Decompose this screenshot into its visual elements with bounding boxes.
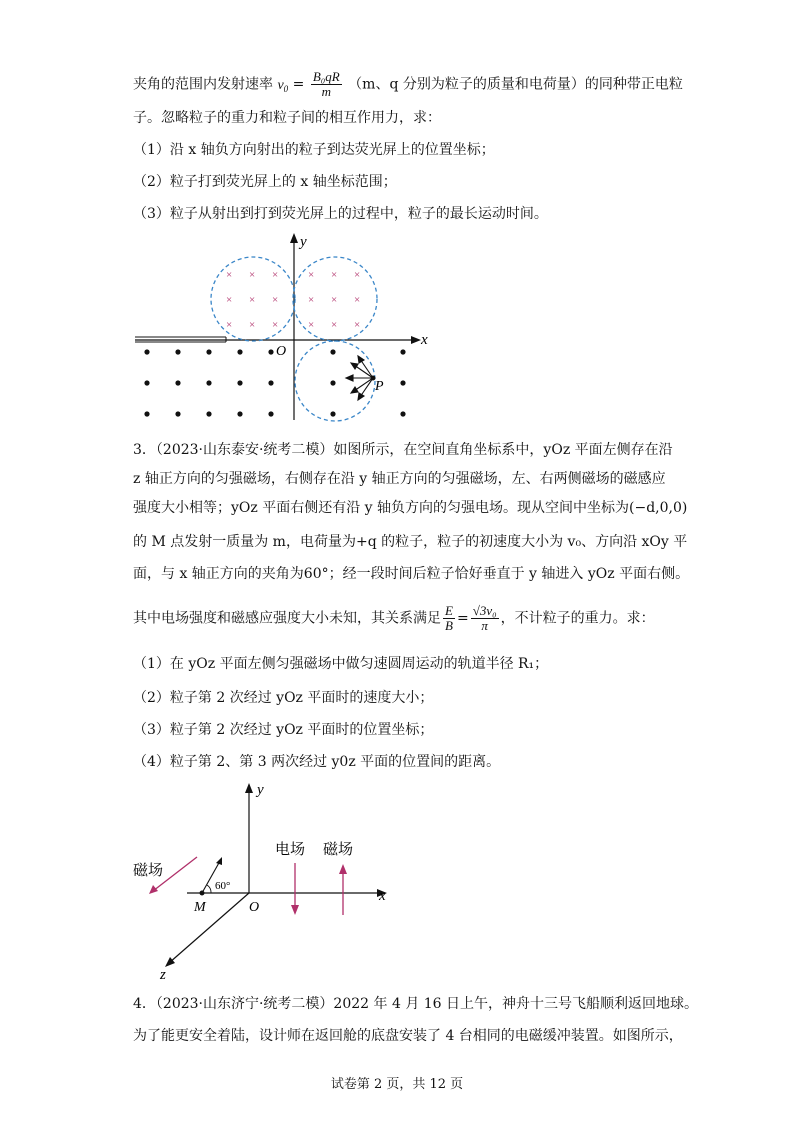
problem3-line5: 面，与 x 轴正方向的夹角为60°；经一段时间后粒子恰好垂直于 y 轴进入 yOz 平面右侧。 <box>133 566 690 582</box>
equals-sign: = <box>288 76 309 93</box>
problem2-question-2: （2）粒子打到荧光屏上的 x 轴坐标范围； <box>133 174 397 190</box>
field-dot-mark <box>206 380 211 385</box>
left-field-label: 磁场 <box>133 863 164 879</box>
field-dot-mark <box>268 380 273 385</box>
angle-label: 60° <box>215 880 231 892</box>
field-cross-mark: × <box>308 294 315 306</box>
field-cross-mark: × <box>249 319 256 331</box>
origin-label: O <box>276 344 287 359</box>
y-axis-arrow <box>245 783 253 793</box>
field-cross-mark: × <box>226 269 233 281</box>
field-dot-mark <box>400 349 405 354</box>
text-segment: 夹角的范围内发射速率 <box>133 76 273 93</box>
field-cross-mark: × <box>272 294 279 306</box>
field-cross-mark: × <box>226 319 233 331</box>
field-dot-mark <box>330 380 335 385</box>
field-cross-mark: × <box>331 269 338 281</box>
electric-field-arrow-head <box>291 905 299 915</box>
y-axis-label: y <box>257 782 264 798</box>
field-dot-mark <box>144 349 149 354</box>
field-dot-mark <box>330 349 335 354</box>
field-dot-mark <box>237 411 242 416</box>
fraction-denominator: π <box>481 618 488 633</box>
left-field-arrow-head <box>149 885 158 894</box>
text-segment: ，不计粒子的重力。求： <box>500 610 655 627</box>
problem3-line2: z 轴正方向的匀强磁场，右侧存在沿 y 轴正方向的匀强磁场，左、右两侧磁场的磁感应 <box>133 471 666 487</box>
field-dot-mark <box>268 349 273 354</box>
field-cross-mark: × <box>272 319 279 331</box>
fraction-denominator: B <box>445 618 453 633</box>
electric-field-label: 电场 <box>275 842 306 858</box>
field-cross-mark: × <box>308 319 315 331</box>
field-dot-mark <box>330 411 335 416</box>
field-cross-mark: × <box>249 294 256 306</box>
origin-label: O <box>249 900 260 915</box>
text-segment: 其中电场强度和磁感应强度大小未知，其关系满足 <box>133 610 441 627</box>
problem2-line1 <box>133 70 683 99</box>
velocity-arrows <box>346 356 373 400</box>
problem2-line2: 子。忽略粒子的重力和粒子间的相互作用力，求： <box>133 110 441 126</box>
field-dot-mark <box>175 411 180 416</box>
field-dot-mark <box>237 349 242 354</box>
field-dot-mark <box>400 380 405 385</box>
field-cross-mark: × <box>331 319 338 331</box>
problem3-line6: 其中电场强度和磁感应强度大小未知，其关系满足 $\frac{E}{B}$ = $\frac{\text{√3v₀}}{\pi}$ ，不计粒子的重力。求： <box>133 603 655 633</box>
field-dot-mark <box>400 411 405 416</box>
figure-3d-coordinates <box>125 775 405 985</box>
field-dot-mark <box>175 349 180 354</box>
fraction-denominator: m <box>321 84 331 99</box>
velocity-arrow-head <box>216 857 222 865</box>
arrow-head <box>358 393 364 400</box>
y-axis-label: y <box>300 234 307 250</box>
problem2-question-3: （3）粒子从射出到打到荧光屏上的过程中，粒子的最长运动时间。 <box>133 206 548 222</box>
field-dot-mark <box>144 380 149 385</box>
v0-symbol: $v_0$ <box>277 77 289 94</box>
arrow-head <box>351 387 358 393</box>
fraction-numerator: √3v₀ <box>472 603 497 618</box>
field-cross-mark: × <box>354 269 361 281</box>
field-cross-mark: × <box>354 294 361 306</box>
field-dot-mark <box>237 380 242 385</box>
text-segment: （m、q 分别为粒子的质量和电荷量）的同种带正电粒 <box>348 76 683 93</box>
field-dot-mark <box>206 349 211 354</box>
eb-fraction <box>443 604 455 633</box>
problem2-question-1: （1）沿 x 轴负方向射出的粒子到达荧光屏上的位置坐标； <box>133 142 495 158</box>
z-axis <box>169 893 249 963</box>
field-cross-mark: × <box>331 294 338 306</box>
field-dot-mark <box>144 411 149 416</box>
problem3-line3: 强度大小相等；yOz 平面右侧还有沿 y 轴负方向的匀强电场。现从空间中坐标为(−d,0,0) <box>133 500 688 516</box>
arrow-head <box>351 363 358 369</box>
right-field-label: 磁场 <box>323 842 354 858</box>
x-axis-label: x <box>421 332 428 348</box>
problem3-question-1: （1）在 yOz 平面左侧匀强磁场中做匀速圆周运动的轨道半径 R₁； <box>133 656 549 672</box>
problem3-question-2: （2）粒子第 2 次经过 yOz 平面时的速度大小； <box>133 690 434 706</box>
point-m-label: M <box>194 900 206 915</box>
arrow-head <box>358 356 364 363</box>
x-axis-label: x <box>379 888 386 904</box>
problem3-line1: 3．（2023·山东泰安·统考二模）如图所示，在空间直角坐标系中，yOz 平面左侧存在沿 <box>133 442 673 458</box>
ratio-fraction <box>471 604 499 633</box>
field-cross-mark: × <box>354 319 361 331</box>
field-cross-mark: × <box>272 269 279 281</box>
field-cross-mark: × <box>308 269 315 281</box>
problem3-question-4: （4）粒子第 2、第 3 两次经过 y0z 平面的位置间的距离。 <box>133 754 501 770</box>
fraction-numerator: B₀qR <box>312 69 340 84</box>
field-dot-mark <box>268 411 273 416</box>
right-field-arrow-head <box>339 864 347 874</box>
angle-arc <box>207 885 211 893</box>
problem3-line4: 的 M 点发射一质量为 m，电荷量为+q 的粒子，粒子的初速度大小为 v₀、方向沿 xOy 平 <box>133 534 688 550</box>
problem4-line2: 为了能更安全着陆，设计师在返回舱的底盘安装了 4 台相同的电磁缓冲装置。如图所示， <box>133 1028 683 1044</box>
magnetic-field-crosses <box>226 269 360 331</box>
point-p-label: P <box>375 379 384 394</box>
problem4-line1: 4．（2023·山东济宁·统考二模）2022 年 4 月 16 日上午，神舟十三号飞船顺利返回地球。 <box>133 996 699 1012</box>
velocity-fraction <box>311 70 342 99</box>
arrow-head <box>346 375 353 381</box>
z-axis-label: z <box>160 967 166 983</box>
field-dot-mark <box>206 411 211 416</box>
field-cross-mark: × <box>249 269 256 281</box>
field-cross-mark: × <box>226 294 233 306</box>
field-dot-mark <box>175 380 180 385</box>
y-axis-arrow <box>290 233 298 243</box>
x-axis-arrow <box>411 336 421 344</box>
fraction-numerator: E <box>445 603 453 618</box>
figure-magnetic-circles <box>125 228 445 423</box>
page-footer: 试卷第 2 页，共 12 页 <box>330 1077 464 1092</box>
problem3-question-3: （3）粒子第 2 次经过 yOz 平面时的位置坐标； <box>133 722 434 738</box>
